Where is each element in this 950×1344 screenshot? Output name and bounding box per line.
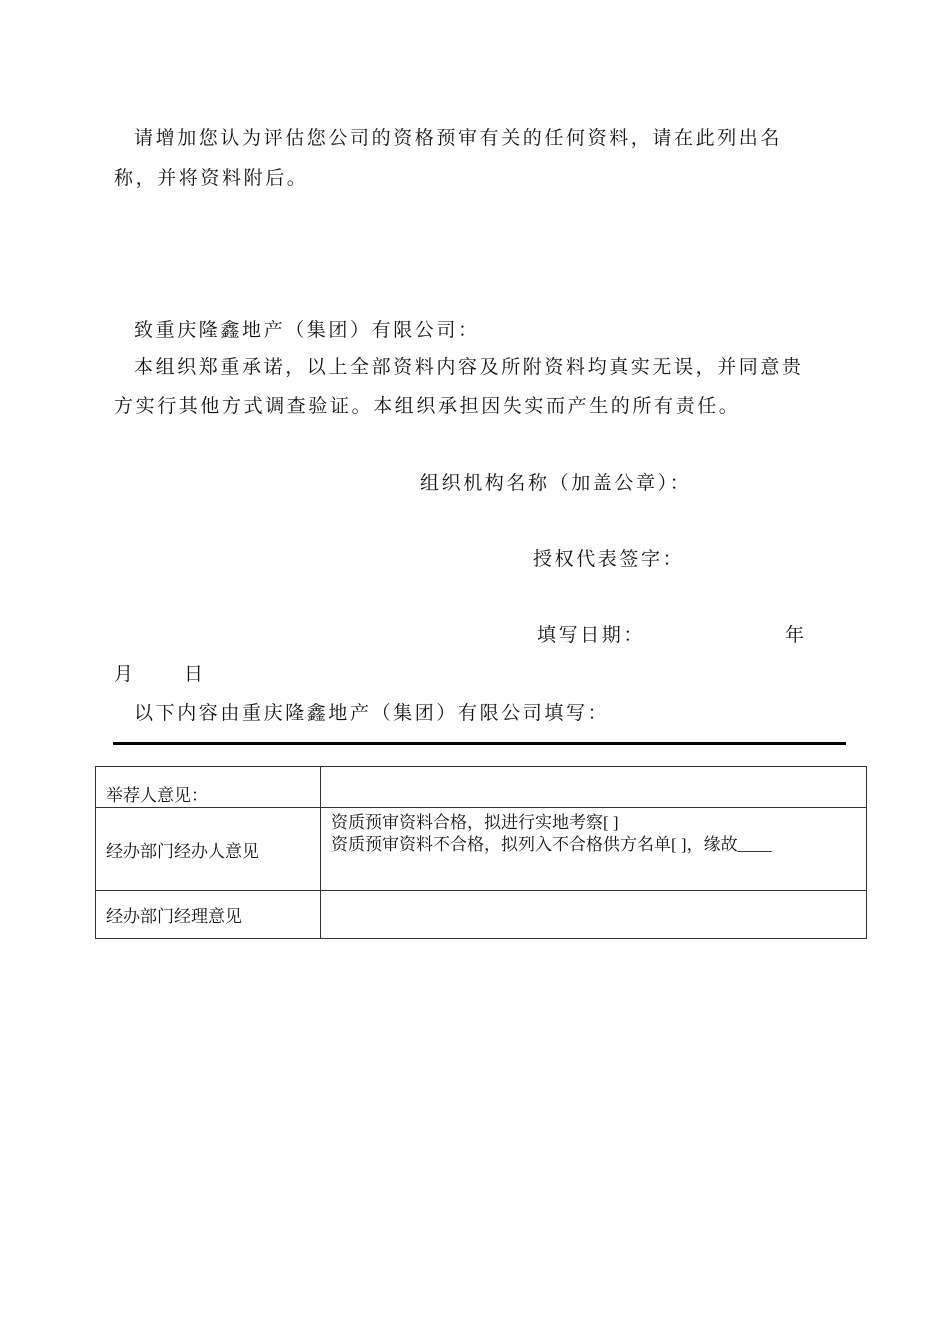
letter-salutation: 致重庆隆鑫地产（集团）有限公司： xyxy=(134,319,480,341)
handler-opinion-cell[interactable] xyxy=(321,808,867,891)
company-fill-note: 以下内容由重庆隆鑫地产（集团）有限公司填写： xyxy=(134,702,610,724)
date-month: 月 xyxy=(114,663,136,685)
intro-line-2: 称，并将资料附后。 xyxy=(114,167,309,189)
table-row xyxy=(96,891,867,939)
date-day: 日 xyxy=(184,663,206,685)
manager-opinion-cell[interactable] xyxy=(321,891,867,939)
org-name-label: 组织机构名称（加盖公章）： xyxy=(420,472,692,494)
date-label: 填写日期： xyxy=(537,624,646,646)
handler-option-unqualified: 资质预审资料不合格，拟列入不合格供方名单[ ]，缘故____ xyxy=(331,835,772,854)
review-table xyxy=(95,766,867,939)
letter-body-line-2: 方实行其他方式调查验证。本组织承担因失实而产生的所有责任。 xyxy=(114,395,741,417)
intro-line-1: 请增加您认为评估您公司的资格预审有关的任何资料，请在此列出名 xyxy=(134,127,783,149)
table-row xyxy=(96,767,867,808)
handler-option-qualified: 资质预审资料合格，拟进行实地考察[ ] xyxy=(331,813,619,832)
section-divider xyxy=(113,742,846,745)
table-row xyxy=(96,808,867,891)
recommender-opinion-cell[interactable] xyxy=(321,767,867,808)
manager-label: 经办部门经理意见 xyxy=(96,891,321,939)
date-year: 年 xyxy=(785,624,807,646)
recommender-label: 举荐人意见： xyxy=(96,767,321,808)
rep-signature-label: 授权代表签字： xyxy=(533,548,685,570)
letter-body-line-1: 本组织郑重承诺，以上全部资料内容及所附资料均真实无误，并同意贵 xyxy=(134,356,804,378)
handler-label: 经办部门经办人意见 xyxy=(96,808,321,891)
